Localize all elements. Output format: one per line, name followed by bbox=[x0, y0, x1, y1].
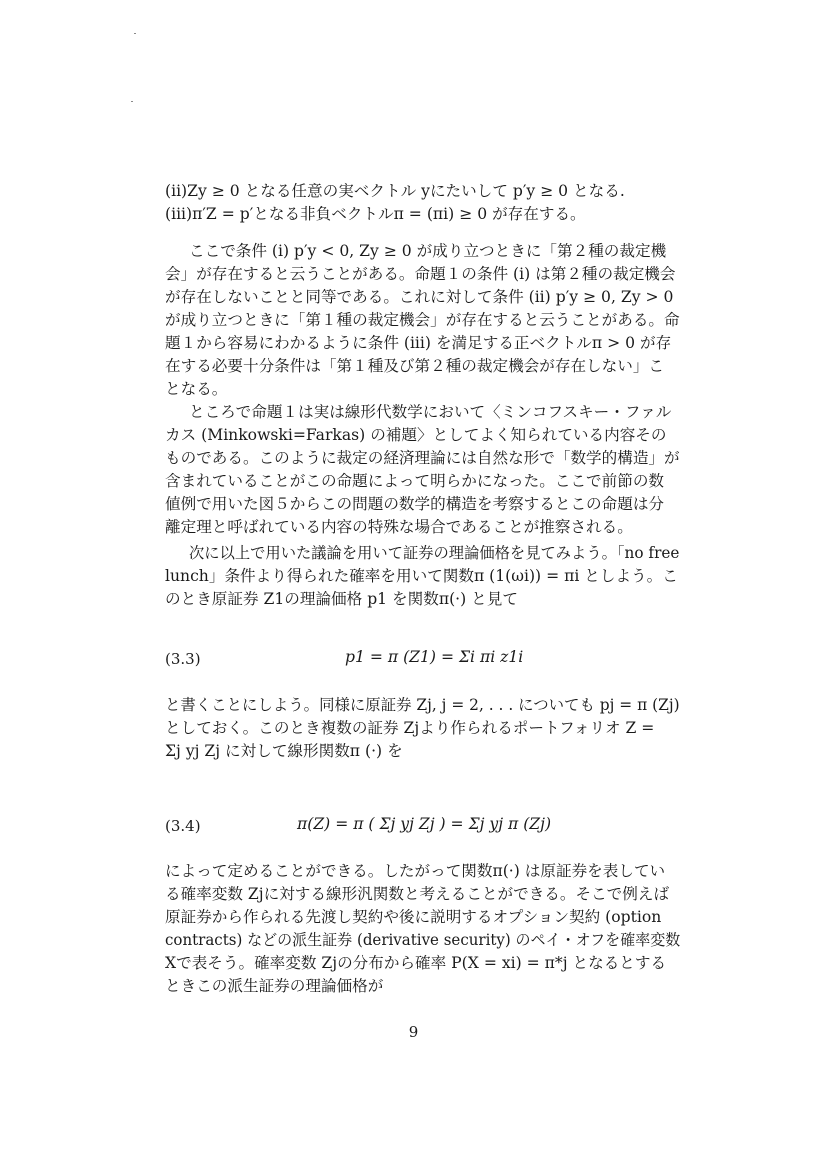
paragraph2-line: ところで命題１は実は線形代数学において〈ミンコフスキー・ファル bbox=[189, 403, 672, 421]
paragraph3-line: のとき原証券 Z1の理論価格 p1 を関数π(·) と見て bbox=[165, 590, 518, 608]
condition-ii: (ii)Zy ≥ 0 となる任意の実ベクトル yにたいして p′y ≥ 0 となる. bbox=[165, 182, 625, 200]
paragraph4-line: としておく。このとき複数の証券 Zjより作られるポートフォリオ Z = bbox=[165, 719, 655, 737]
equation-3-3: p1 = π (Z1) = Σi πi z1i bbox=[345, 648, 524, 666]
paragraph2-line: ものである。このように裁定の経済理論には自然な形で「数学的構造」が bbox=[165, 449, 680, 467]
condition-iii: (iii)π′Z = p′となる非負ベクトルπ = (πi) ≥ 0 が存在する。 bbox=[165, 205, 586, 223]
equation-label: (3.3) bbox=[165, 650, 201, 668]
paragraph4-line: と書くことにしよう。同様に原証券 Zj, j = 2, . . . についても pj = π (Zj) bbox=[165, 696, 680, 714]
paragraph1-line: 在する必要十分条件は「第１種及び第２種の裁定機会が存在しない」こ bbox=[165, 357, 665, 375]
paragraph1-line: ここで条件 (i) p′y < 0, Zy ≥ 0 が成り立つときに「第２種の裁定機 bbox=[189, 242, 667, 260]
paragraph3-line: lunch」条件より得られた確率を用いて関数π (1(ωi)) = πi としよう。こ bbox=[165, 567, 678, 585]
paragraph1-line: となる。 bbox=[165, 380, 228, 398]
paragraph5-line: contracts) などの派生証券 (derivative security) のペイ・オフを確率変数 bbox=[165, 931, 681, 949]
paragraph1-line: 会」が存在すると云うことがある。命題１の条件 (i) は第２種の裁定機会 bbox=[165, 265, 676, 283]
paragraph2-line: カス (Minkowski=Farkas) の補題〉としてよく知られている内容その bbox=[165, 426, 667, 444]
paragraph1-line: が存在しないことと同等である。これに対して条件 (ii) p′y ≥ 0, Zy > 0 bbox=[165, 288, 674, 306]
paragraph4-line: Σj yj Zj に対して線形関数π (·) を bbox=[165, 742, 403, 760]
paragraph5-line: Xで表そう。確率変数 Zjの分布から確率 P(X = xi) = π*j となるとする bbox=[165, 954, 667, 972]
paragraph5-line: ときこの派生証券の理論価格が bbox=[165, 977, 384, 995]
paragraph3-line: 次に以上で用いた議論を用いて証券の理論価格を見てみよう。「no free bbox=[189, 544, 680, 562]
paragraph2-line: 値例で用いた図５からこの問題の数学的構造を考察するとこの命題は分 bbox=[165, 495, 665, 513]
paragraph2-line: 離定理と呼ばれている内容の特殊な場合であることが推察される。 bbox=[165, 518, 633, 536]
equation-label: (3.4) bbox=[165, 817, 201, 835]
paragraph2-line: 含まれていることがこの命題によって明らかになった。ここで前節の数 bbox=[165, 472, 665, 490]
equation-3-4: π(Z) = π ( Σj yj Zj ) = Σj yj π (Zj) bbox=[297, 815, 552, 833]
paragraph1-line: 題１から容易にわかるように条件 (iii) を満足する正ベクトルπ > 0 が存 bbox=[165, 334, 672, 352]
page-number: 9 bbox=[408, 1023, 419, 1041]
paragraph5-line: る確率変数 Zjに対する線形汎関数と考えることができる。そこで例えば bbox=[165, 885, 670, 903]
paragraph5-line: 原証券から作られる先渡し契約や後に説明するオプション契約 (option bbox=[165, 908, 662, 926]
paragraph5-line: によって定めることができる。したがって関数π(·) は原証券を表してい bbox=[165, 862, 666, 880]
paragraph1-line: が成り立つときに「第１種の裁定機会」が存在すると云うことがある。命 bbox=[165, 311, 680, 329]
